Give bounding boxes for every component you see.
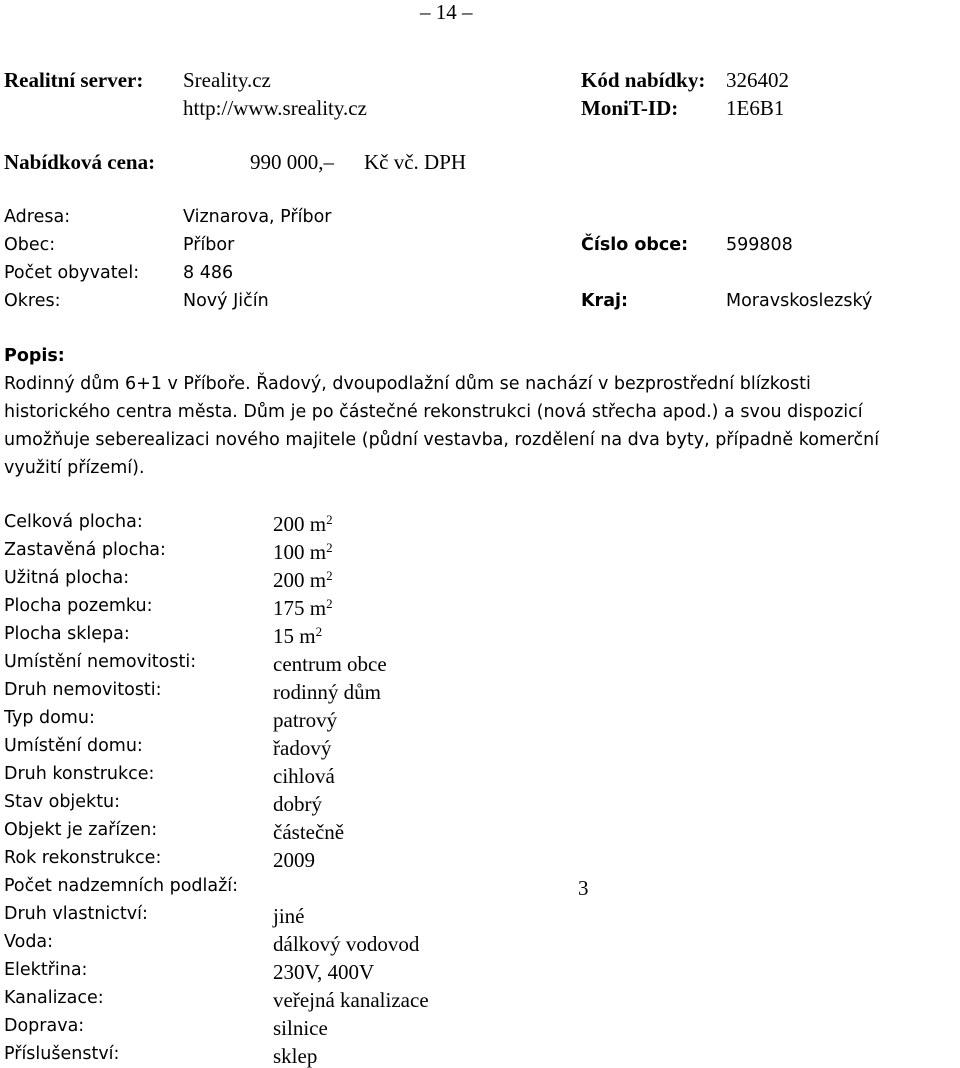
built-area-value: 100 $m^2$	[273, 540, 333, 564]
population-value: 8 486	[183, 263, 234, 283]
param-value: jiné	[273, 904, 305, 928]
param-label: Příslušenství:	[4, 1044, 120, 1064]
param-value: veřejná kanalizace	[273, 988, 429, 1012]
server-url: http://www.sreality.cz	[183, 96, 367, 120]
param-value: částečně	[273, 820, 345, 844]
param-value: patrový	[273, 708, 338, 732]
param-value: 230V, 400V	[273, 960, 375, 984]
param-label: Umístění domu:	[4, 736, 143, 756]
description-line: historického centra města. Dům je po částečné rekonstrukci (nová střecha apod.) a svou dispozicí	[4, 402, 863, 422]
param-label: Elektřina:	[4, 960, 88, 980]
param-label: Druh nemovitosti:	[4, 680, 162, 700]
param-value: dobrý	[273, 792, 322, 816]
price-label: Nabídková cena:	[4, 150, 156, 174]
municipality-label: Obec:	[4, 235, 56, 255]
cellar-area-label: Plocha sklepa:	[4, 624, 130, 644]
description-line: využití přízemí).	[4, 458, 145, 478]
population-label: Počet obyvatel:	[4, 263, 140, 283]
price-value: 990 000,–	[250, 150, 334, 174]
description-line: umožňuje seberealizaci nového majitele (půdní vestavba, rozdělení na dva byty, případně komerční	[4, 430, 880, 450]
offer-code: 326402	[726, 68, 789, 92]
region-value: Moravskoslezský	[726, 291, 873, 311]
param-value: 2009	[273, 848, 315, 872]
server-label: Realitní server:	[4, 68, 144, 92]
land-area-label: Plocha pozemku:	[4, 596, 153, 616]
param-value: sklep	[273, 1044, 318, 1068]
param-value: dálkový vodovod	[273, 932, 420, 956]
built-area-label: Zastavěná plocha:	[4, 540, 166, 560]
address-value: Viznarova, Příbor	[183, 207, 332, 227]
land-area-value: 175 $m^2$	[273, 596, 333, 620]
server-name: Sreality.cz	[183, 68, 271, 92]
monit-id: 1E6B1	[726, 96, 785, 120]
description-label: Popis:	[4, 346, 65, 366]
description-line: Rodinný dům 6+1 v Příboře. Řadový, dvoupodlažní dům se nachází v bezprostřední blízkosti	[4, 374, 811, 394]
page-number: – 14 –	[420, 0, 473, 24]
total-area-label: Celková plocha:	[4, 512, 143, 532]
param-label: Voda:	[4, 932, 54, 952]
municipality-value: Příbor	[183, 235, 235, 255]
total-area-value: 200 $m^2$	[273, 512, 333, 536]
cellar-area-value: 15 $m^2$	[273, 624, 323, 648]
municipality-no-value: 599808	[726, 235, 793, 255]
usable-area-label: Užitná plocha:	[4, 568, 130, 588]
param-label: Doprava:	[4, 1016, 85, 1036]
price-suffix: Kč vč. DPH	[364, 150, 467, 174]
param-label: Umístění nemovitosti:	[4, 652, 197, 672]
municipality-no-label: Číslo obce:	[581, 235, 689, 255]
param-label: Druh konstrukce:	[4, 764, 155, 784]
param-label: Druh vlastnictví:	[4, 904, 148, 924]
region-label: Kraj:	[581, 291, 628, 311]
offer-code-label: Kód nabídky:	[581, 68, 706, 92]
district-value: Nový Jičín	[183, 291, 269, 311]
param-value: řadový	[273, 736, 332, 760]
floors-value: 3	[578, 876, 589, 900]
district-label: Okres:	[4, 291, 61, 311]
param-label: Objekt je zařízen:	[4, 820, 158, 840]
param-value: centrum obce	[273, 652, 387, 676]
floors-label: Počet nadzemních podlaží:	[4, 876, 239, 896]
param-value: cihlová	[273, 764, 335, 788]
param-label: Kanalizace:	[4, 988, 104, 1008]
usable-area-value: 200 $m^2$	[273, 568, 333, 592]
address-label: Adresa:	[4, 207, 71, 227]
param-value: silnice	[273, 1016, 328, 1040]
param-label: Stav objektu:	[4, 792, 121, 812]
monit-label: MoniT-ID:	[581, 96, 679, 120]
param-label: Rok rekonstrukce:	[4, 848, 162, 868]
param-label: Typ domu:	[4, 708, 95, 728]
param-value: rodinný dům	[273, 680, 381, 704]
